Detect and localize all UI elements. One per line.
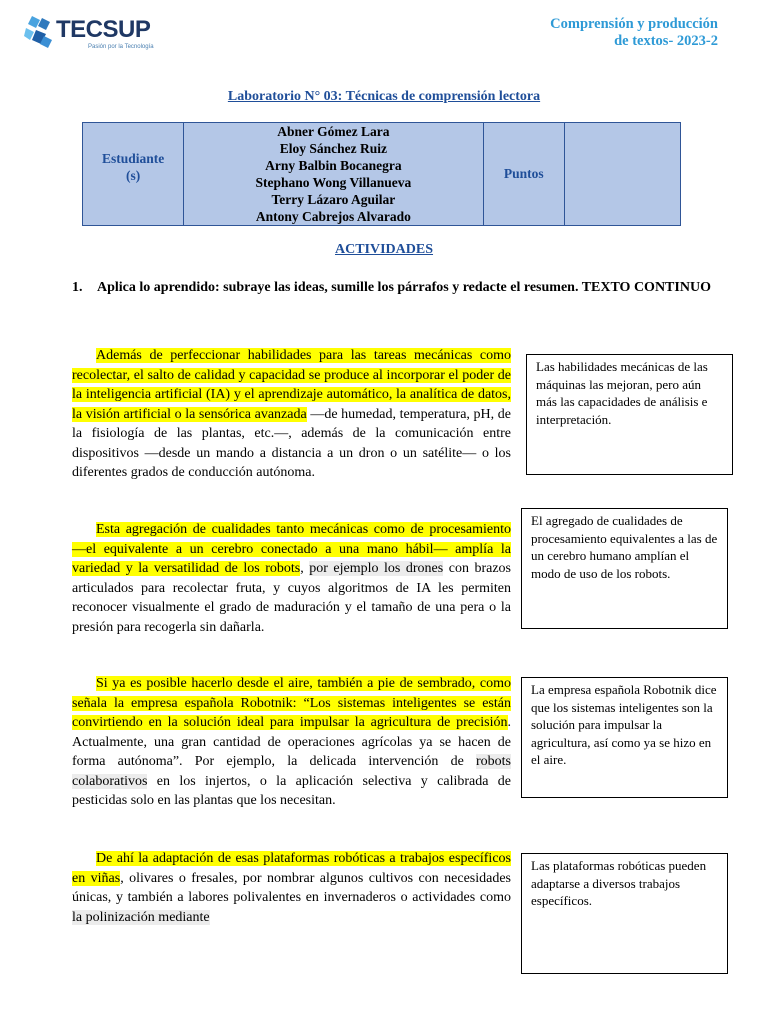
highlighted-idea: Si ya es posible hacerlo desde el aire, también a pie de sembrado, como señala la empresa española Robotnik: “Los sistemas inteligentes se están convirtiendo en la solución ideal para impulsar la agricultura de precisión [72, 676, 511, 730]
students-table [82, 122, 681, 226]
paragraph-3 [72, 674, 511, 811]
highlighted-idea: Esta agregación de cualidades tanto mecánicas como de procesamiento —el equivalente a un cerebro conectado a una mano hábil— amplía la variedad y la versatilidad de los robots [72, 522, 511, 576]
highlighted-idea: Además de perfeccionar habilidades para las tareas mecánicas como recolectar, el salto de calidad y capacidad se produce al incorporar el poder de la inteligencia artificial (IA) y el aprendizaje automático, la analítica de datos, la visión artificial o la sensórica avanzada [72, 348, 511, 422]
shaded-example: robots colaborativos [72, 754, 511, 789]
paragraph-text: , [300, 561, 310, 576]
summary-box-2 [521, 508, 728, 629]
tecsup-logo-icon [24, 14, 58, 54]
summary-text: Las plataformas robóticas pueden adaptarse a diversos trabajos específicos. [531, 858, 707, 908]
shaded-example: por ejemplo los drones [309, 561, 444, 576]
students-label-suffix: (s) [125, 168, 141, 183]
question-number: 1. [72, 280, 83, 295]
paragraph-text: , olivares o fresales, por nombrar algunos cultivos con necesidades únicas, y también a labores polivalentes en invernaderos o actividades como [72, 870, 511, 905]
student-name: Abner Gómez Lara [277, 124, 390, 139]
points-value-cell[interactable] [564, 123, 680, 226]
question-1 [72, 279, 712, 296]
paragraph-text: —de humedad, temperatura, pH, de la fisiología de las plantas, etc.—, además de la comunicación entre dispositivos —desde un mando a distancia a un dron o un satélite— o los diferentes grados de conducción autónoma. [72, 406, 511, 480]
summary-box-4 [521, 853, 728, 974]
summary-text: El agregado de cualidades de procesamiento equivalentes a las de un cerebro humano amplían el modo de uso de los robots. [531, 513, 718, 581]
paragraph-1 [72, 346, 511, 483]
course-title [550, 16, 718, 50]
highlighted-idea: De ahí la adaptación de esas plataformas robóticas a trabajos específicos en viñas [72, 851, 511, 886]
student-name: Eloy Sánchez Ruiz [279, 141, 388, 156]
lab-title: Laboratorio N° 03: Técnicas de comprensión lectora [227, 89, 541, 104]
paragraph-text: en los injertos, o la aplicación selectiva y calibrada de pesticidas solo en las plantas que los necesitan. [72, 773, 511, 808]
paragraph-text: . Actualmente, una gran cantidad de operaciones agrícolas ya se hacen de forma autónoma”. Por ejemplo, la delicada intervención de [72, 715, 511, 769]
student-name: Terry Lázaro Aguilar [271, 192, 396, 207]
students-label-cell [83, 123, 184, 226]
logo-text: TECSUP [56, 16, 151, 43]
students-label: Estudiante [101, 151, 165, 166]
course-line-1: Comprensión y producción [550, 16, 718, 32]
tecsup-logo [24, 14, 154, 56]
paragraph-text: con brazos articulados para recolectar fruta, y cuyos algoritmos de IA les permiten reconocer visualmente el grado de maduración y el tamaño de una pera o la presión para recogerla sin dañarla. [72, 561, 511, 635]
paragraph-4 [72, 849, 511, 927]
paragraph-2 [72, 520, 511, 637]
summary-text: Las habilidades mecánicas de las máquinas las mejoran, pero aún más las capacidades de análisis e interpretación. [536, 359, 708, 427]
summary-box-3 [521, 677, 728, 798]
summary-box-1 [526, 354, 733, 475]
student-name: Antony Cabrejos Alvarado [255, 209, 411, 224]
course-line-2: de textos- 2023-2 [614, 33, 718, 49]
question-text: Aplica lo aprendido: subraye las ideas, sumille los párrafos y redacte el resumen. TEXTO CONTINUO [97, 280, 711, 295]
summary-text: La empresa española Robotnik dice que los sistemas inteligentes son la solución para impulsar la agricultura, así como ya se hizo en el aire. [531, 682, 717, 767]
shaded-example: la polinización mediante [72, 909, 210, 925]
students-names-cell [184, 123, 484, 226]
student-name: Stephano Wong Villanueva [255, 175, 412, 190]
activities-heading: ACTIVIDADES [334, 242, 434, 257]
points-label: Puntos [483, 123, 564, 226]
student-name: Arny Balbin Bocanegra [265, 158, 402, 173]
logo-tagline: Pasión por la Tecnología [88, 44, 154, 50]
